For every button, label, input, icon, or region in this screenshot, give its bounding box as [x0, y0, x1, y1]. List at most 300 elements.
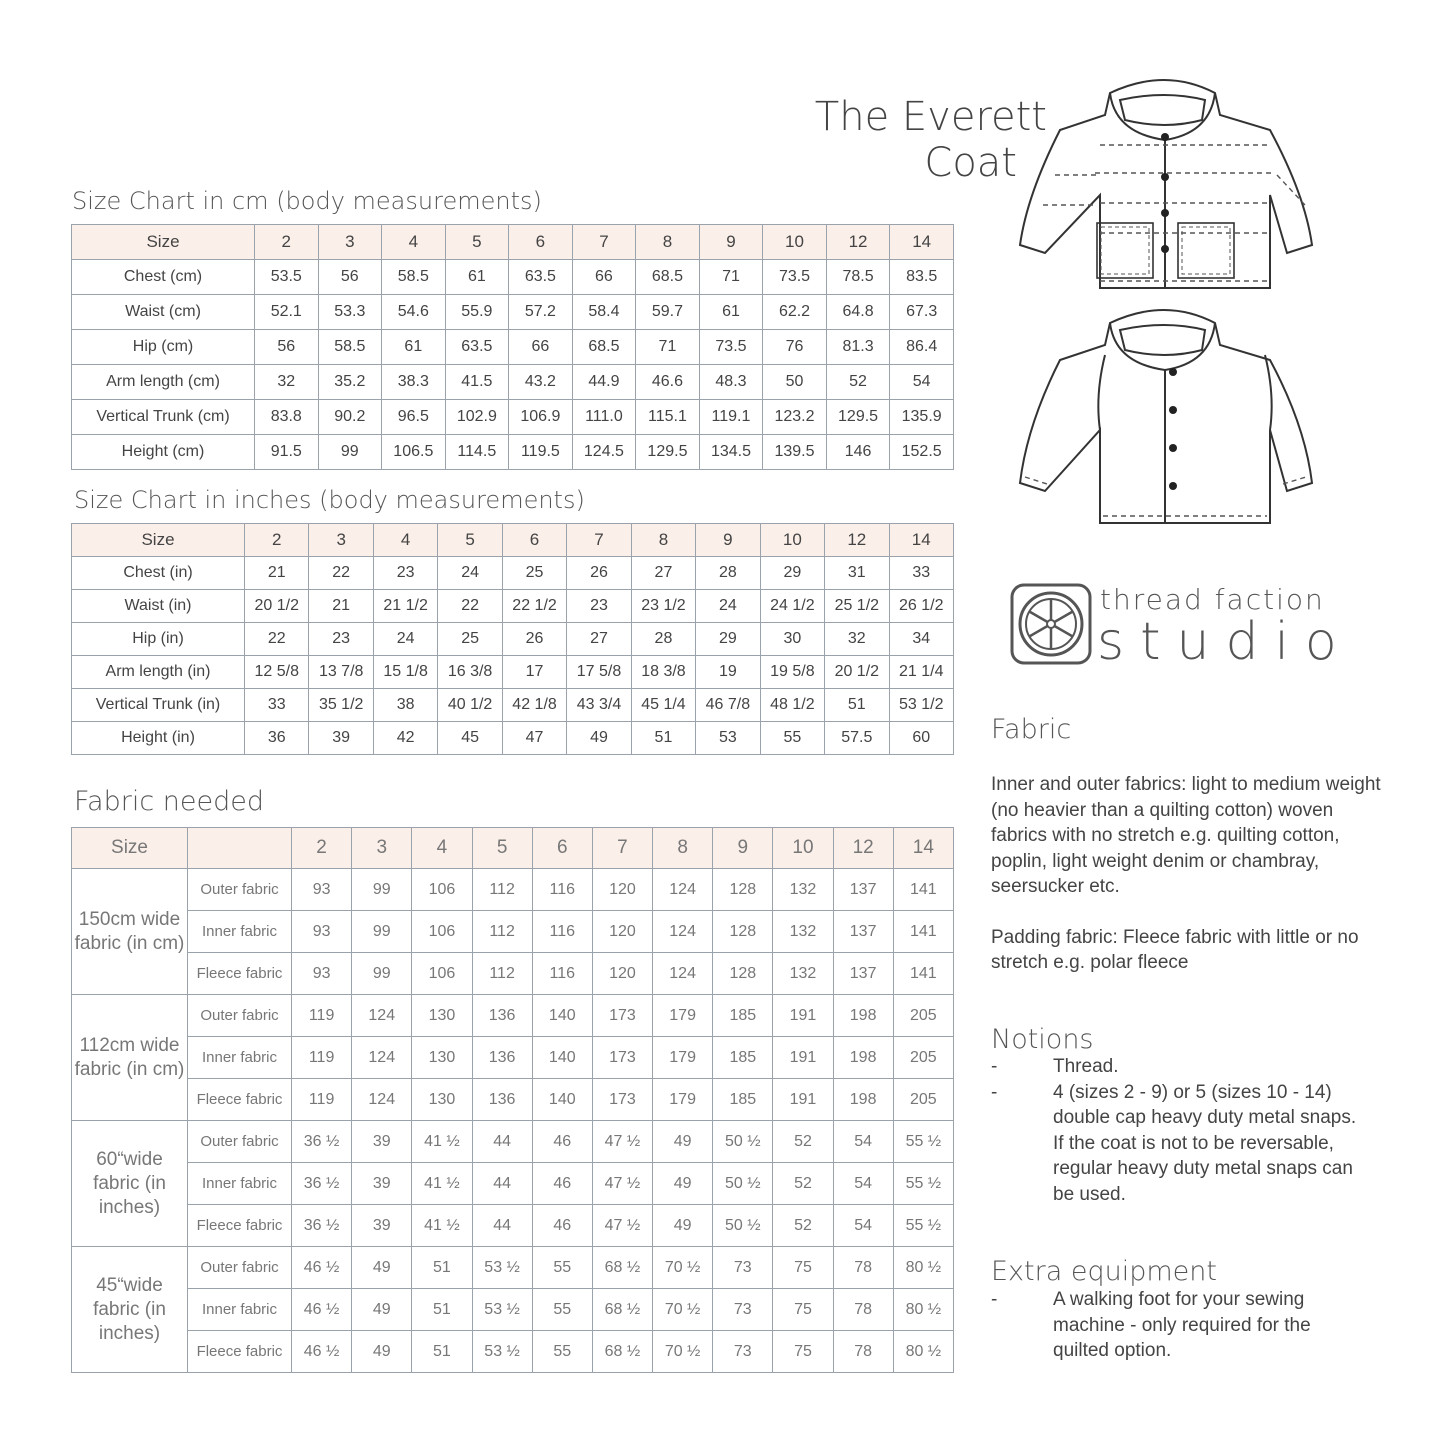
table-cell: 129.5 [826, 400, 890, 435]
header-cell: 10 [763, 225, 827, 260]
table-cell: 80 ½ [893, 1289, 953, 1331]
row-label: Waist (in) [72, 590, 245, 623]
table-cell: 26 1/2 [889, 590, 953, 623]
row-label: Arm length (in) [72, 656, 245, 689]
header-cell: 3 [352, 828, 412, 869]
table-cell: 26 [502, 623, 566, 656]
brand-line-1: thread faction [1100, 583, 1325, 616]
table-cell: 51 [412, 1331, 472, 1373]
table-cell: 46 ½ [292, 1247, 352, 1289]
table-cell: 86.4 [890, 330, 954, 365]
table-cell: 46 [532, 1163, 592, 1205]
table-cell: 46 [532, 1205, 592, 1247]
table-cell: 21 [245, 557, 309, 590]
table-cell: 48.3 [699, 365, 763, 400]
header-cell: 10 [773, 828, 833, 869]
bullet: - [991, 1289, 998, 1310]
table-cell: 93 [292, 953, 352, 995]
header-cell: 14 [890, 225, 954, 260]
table-cell: 185 [713, 1079, 773, 1121]
header-cell: 14 [893, 828, 953, 869]
table-cell: 61 [445, 260, 509, 295]
fabric-type-label: Inner fabric [188, 1037, 292, 1079]
header-cell: 5 [445, 225, 509, 260]
header-row [72, 225, 954, 260]
table-cell: 173 [592, 1079, 652, 1121]
table-cell: 205 [893, 1079, 953, 1121]
table-cell: 53 ½ [472, 1247, 532, 1289]
table-cell: 29 [696, 623, 760, 656]
table-cell: 24 [438, 557, 502, 590]
table-row [72, 1037, 954, 1079]
table-cell: 49 [352, 1247, 412, 1289]
table-row [72, 656, 954, 689]
table-cell: 52.1 [255, 295, 319, 330]
table-cell: 53 ½ [472, 1289, 532, 1331]
header-cell: 7 [572, 225, 636, 260]
row-label: Hip (cm) [72, 330, 255, 365]
table-cell: 116 [532, 911, 592, 953]
table-cell: 80 ½ [893, 1331, 953, 1373]
table-cell: 68.5 [636, 260, 700, 295]
header-cell: 7 [592, 828, 652, 869]
fabric-needed-heading: Fabric needed [74, 786, 264, 817]
table-cell: 116 [532, 869, 592, 911]
table-cell: 43.2 [509, 365, 573, 400]
table-cell: 123.2 [763, 400, 827, 435]
title-line-2: Coat [924, 140, 1017, 186]
header-cell: Size [72, 828, 188, 869]
notion-item [991, 1080, 1381, 1131]
table-cell: 39 [352, 1163, 412, 1205]
header-cell: Size [72, 524, 245, 557]
fabric-type-label: Fleece fabric [188, 1205, 292, 1247]
table-cell: 19 [696, 656, 760, 689]
table-cell: 152.5 [890, 435, 954, 470]
header-cell: 6 [509, 225, 573, 260]
fabric-type-label: Inner fabric [188, 1163, 292, 1205]
table-cell: 61 [382, 330, 446, 365]
header-cell: 2 [292, 828, 352, 869]
notions-list [991, 1054, 1381, 1207]
table-cell: 71 [636, 330, 700, 365]
table-cell: 68 ½ [592, 1289, 652, 1331]
table-cell: 136 [472, 1037, 532, 1079]
table-cell: 49 [653, 1163, 713, 1205]
table-cell: 73.5 [699, 330, 763, 365]
table-row [72, 557, 954, 590]
table-cell: 119 [292, 995, 352, 1037]
bullet: - [991, 1081, 998, 1103]
table-row [72, 1205, 954, 1247]
table-row [72, 260, 954, 295]
table-cell: 102.9 [445, 400, 509, 435]
table-cell: 28 [631, 623, 695, 656]
table-cell: 63.5 [445, 330, 509, 365]
table-cell: 185 [713, 995, 773, 1037]
table-cell: 39 [352, 1205, 412, 1247]
table-cell: 53 ½ [472, 1331, 532, 1373]
table-cell: 26 [567, 557, 631, 590]
fabric-type-label: Inner fabric [188, 911, 292, 953]
table-cell: 22 [438, 590, 502, 623]
table-cell: 67.3 [890, 295, 954, 330]
table-cell: 54 [833, 1121, 893, 1163]
table-cell: 53.5 [255, 260, 319, 295]
table-cell: 49 [352, 1331, 412, 1373]
citrus-slice-logo-icon [1010, 583, 1092, 665]
table-cell: 55 ½ [893, 1163, 953, 1205]
table-cell: 198 [833, 1079, 893, 1121]
fabric-type-label: Fleece fabric [188, 1331, 292, 1373]
table-cell: 128 [713, 869, 773, 911]
header-cell: 9 [696, 524, 760, 557]
table-cell: 23 [567, 590, 631, 623]
table-cell: 179 [653, 995, 713, 1037]
table-cell: 83.5 [890, 260, 954, 295]
table-cell: 119 [292, 1037, 352, 1079]
table-cell: 136 [472, 995, 532, 1037]
table-cell: 36 ½ [292, 1121, 352, 1163]
fabric-type-label: Fleece fabric [188, 953, 292, 995]
header-cell: 12 [833, 828, 893, 869]
table-cell: 47 [502, 722, 566, 755]
table-cell: 76 [763, 330, 827, 365]
table-cell: 44.9 [572, 365, 636, 400]
row-label: Arm length (cm) [72, 365, 255, 400]
header-cell: Size [72, 225, 255, 260]
table-cell: 41.5 [445, 365, 509, 400]
table-cell: 130 [412, 1037, 472, 1079]
table-cell: 124 [653, 911, 713, 953]
fabric-heading: Fabric [991, 714, 1072, 745]
table-cell: 93 [292, 911, 352, 953]
table-cell: 128 [713, 911, 773, 953]
table-cell: 31 [825, 557, 889, 590]
table-cell: 78 [833, 1331, 893, 1373]
table-cell: 55 ½ [893, 1205, 953, 1247]
table-cell: 42 1/8 [502, 689, 566, 722]
header-cell: 5 [472, 828, 532, 869]
table-cell: 46 [532, 1121, 592, 1163]
table-cell: 132 [773, 911, 833, 953]
table-cell: 24 [373, 623, 437, 656]
table-row [72, 911, 954, 953]
table-cell: 35 1/2 [309, 689, 373, 722]
header-cell: 12 [826, 225, 890, 260]
table-cell: 50 ½ [713, 1205, 773, 1247]
row-label: Waist (cm) [72, 295, 255, 330]
fabric-paragraph-1: Inner and outer fabrics: light to medium weight (no heavier than a quilting cotton) woven fabrics with no stretch e.g. quilting cotton, poplin, light weight denim or chambray, seersucker etc. [991, 774, 1381, 897]
table-cell: 25 1/2 [825, 590, 889, 623]
table-cell: 55.9 [445, 295, 509, 330]
quilted-jacket-illustration [1015, 75, 1315, 295]
table-cell: 112 [472, 953, 532, 995]
table-cell: 55 [532, 1331, 592, 1373]
table-cell: 35.2 [318, 365, 382, 400]
table-cell: 70 ½ [653, 1289, 713, 1331]
table-cell: 44 [472, 1205, 532, 1247]
table-cell: 99 [318, 435, 382, 470]
table-cell: 134.5 [699, 435, 763, 470]
table-cell: 111.0 [572, 400, 636, 435]
header-cell: 8 [636, 225, 700, 260]
table-cell: 114.5 [445, 435, 509, 470]
table-cell: 44 [472, 1163, 532, 1205]
table-cell: 52 [773, 1121, 833, 1163]
table-cell: 38.3 [382, 365, 446, 400]
fabric-group-label: 45“wide fabric (in inches) [72, 1247, 188, 1373]
fabric-type-label: Inner fabric [188, 1289, 292, 1331]
table-cell: 41 ½ [412, 1205, 472, 1247]
table-cell: 13 7/8 [309, 656, 373, 689]
table-cell: 179 [653, 1037, 713, 1079]
table-cell: 66 [509, 330, 573, 365]
table-cell: 137 [833, 911, 893, 953]
table-cell: 137 [833, 953, 893, 995]
table-cell: 46 ½ [292, 1331, 352, 1373]
table-cell: 120 [592, 869, 652, 911]
table-row [72, 330, 954, 365]
table-cell: 139.5 [763, 435, 827, 470]
table-cell: 96.5 [382, 400, 446, 435]
row-label: Vertical Trunk (in) [72, 689, 245, 722]
table-cell: 56 [255, 330, 319, 365]
table-cell: 49 [653, 1205, 713, 1247]
table-cell: 115.1 [636, 400, 700, 435]
table-cell: 23 [373, 557, 437, 590]
table-cell: 39 [352, 1121, 412, 1163]
table-cell: 25 [438, 623, 502, 656]
table-cell: 24 1/2 [760, 590, 824, 623]
table-cell: 21 1/2 [373, 590, 437, 623]
table-cell: 191 [773, 1079, 833, 1121]
fabric-type-label: Outer fabric [188, 1247, 292, 1289]
table-cell: 112 [472, 869, 532, 911]
table-cell: 29 [760, 557, 824, 590]
table-cell: 53 [696, 722, 760, 755]
table-cell: 54 [833, 1205, 893, 1247]
table-row [72, 1247, 954, 1289]
table-cell: 78 [833, 1289, 893, 1331]
header-cell: 3 [318, 225, 382, 260]
table-row [72, 435, 954, 470]
table-cell: 52 [773, 1163, 833, 1205]
size-chart-inches [71, 523, 954, 755]
in-chart-heading: Size Chart in inches (body measurements) [74, 486, 585, 514]
table-cell: 68 ½ [592, 1247, 652, 1289]
row-label: Chest (cm) [72, 260, 255, 295]
table-row [72, 689, 954, 722]
table-cell: 36 ½ [292, 1205, 352, 1247]
table-cell: 120 [592, 953, 652, 995]
table-cell: 124 [653, 869, 713, 911]
header-cell: 12 [825, 524, 889, 557]
table-cell: 24 [696, 590, 760, 623]
table-cell: 137 [833, 869, 893, 911]
row-label: Chest (in) [72, 557, 245, 590]
table-cell: 18 3/8 [631, 656, 695, 689]
table-cell: 75 [773, 1247, 833, 1289]
equipment-item [991, 1287, 1381, 1364]
fabric-group-label: 60“wide fabric (in inches) [72, 1121, 188, 1247]
header-cell: 6 [532, 828, 592, 869]
table-cell: 116 [532, 953, 592, 995]
table-cell: 173 [592, 995, 652, 1037]
table-cell: 173 [592, 1037, 652, 1079]
table-cell: 46 7/8 [696, 689, 760, 722]
table-cell: 16 3/8 [438, 656, 502, 689]
table-cell: 136 [472, 1079, 532, 1121]
table-cell: 68.5 [572, 330, 636, 365]
table-cell: 36 ½ [292, 1163, 352, 1205]
table-cell: 146 [826, 435, 890, 470]
table-cell: 60 [889, 722, 953, 755]
fabric-type-label: Outer fabric [188, 1121, 292, 1163]
table-cell: 44 [472, 1121, 532, 1163]
table-cell: 58.5 [382, 260, 446, 295]
table-cell: 141 [893, 911, 953, 953]
notion-item [991, 1054, 1381, 1080]
table-cell: 128 [713, 953, 773, 995]
table-cell: 57.2 [509, 295, 573, 330]
table-cell: 47 ½ [592, 1121, 652, 1163]
fabric-group-label: 150cm wide fabric (in cm) [72, 869, 188, 995]
table-cell: 23 [309, 623, 373, 656]
header-cell: 4 [412, 828, 472, 869]
table-cell: 49 [567, 722, 631, 755]
table-cell: 48 1/2 [760, 689, 824, 722]
table-cell: 99 [352, 911, 412, 953]
fabric-group-label: 112cm wide fabric (in cm) [72, 995, 188, 1121]
table-cell: 52 [773, 1205, 833, 1247]
table-cell: 191 [773, 1037, 833, 1079]
table-cell: 55 [760, 722, 824, 755]
table-cell: 33 [245, 689, 309, 722]
size-chart-cm [71, 224, 954, 470]
table-cell: 51 [825, 689, 889, 722]
notions-heading: Notions [991, 1024, 1094, 1055]
notion-note-text: If the coat is not to be reversable, regular heavy duty metal snaps can be used. [1053, 1132, 1353, 1205]
header-cell: 14 [889, 524, 953, 557]
table-cell: 21 1/4 [889, 656, 953, 689]
notion-text: Thread. [1053, 1056, 1119, 1077]
table-cell: 198 [833, 1037, 893, 1079]
table-cell: 41 ½ [412, 1121, 472, 1163]
header-cell: 5 [438, 524, 502, 557]
table-cell: 93 [292, 869, 352, 911]
fabric-type-label: Fleece fabric [188, 1079, 292, 1121]
table-cell: 81.3 [826, 330, 890, 365]
table-cell: 45 [438, 722, 502, 755]
table-row [72, 869, 954, 911]
table-cell: 12 5/8 [245, 656, 309, 689]
table-cell: 54 [833, 1163, 893, 1205]
header-cell: 2 [245, 524, 309, 557]
table-cell: 33 [889, 557, 953, 590]
table-cell: 99 [352, 869, 412, 911]
table-cell: 70 ½ [653, 1331, 713, 1373]
table-cell: 83.8 [255, 400, 319, 435]
table-cell: 51 [631, 722, 695, 755]
cm-chart-heading: Size Chart in cm (body measurements) [72, 187, 542, 215]
table-cell: 119 [292, 1079, 352, 1121]
header-cell: 10 [760, 524, 824, 557]
table-cell: 54 [890, 365, 954, 400]
table-row [72, 1079, 954, 1121]
table-cell: 27 [631, 557, 695, 590]
table-cell: 20 1/2 [825, 656, 889, 689]
equipment-heading: Extra equipment [991, 1256, 1217, 1287]
table-cell: 34 [889, 623, 953, 656]
table-cell: 106 [412, 911, 472, 953]
notion-note [991, 1131, 1381, 1208]
fabric-description [991, 772, 1381, 976]
header-cell: 4 [382, 225, 446, 260]
table-cell: 132 [773, 869, 833, 911]
table-row [72, 722, 954, 755]
table-cell: 198 [833, 995, 893, 1037]
table-cell: 50 [763, 365, 827, 400]
header-cell: 9 [699, 225, 763, 260]
table-row [72, 1331, 954, 1373]
table-cell: 106 [412, 869, 472, 911]
fabric-type-label: Outer fabric [188, 995, 292, 1037]
header-cell: 6 [502, 524, 566, 557]
table-row [72, 400, 954, 435]
table-cell: 39 [309, 722, 373, 755]
table-cell: 19 5/8 [760, 656, 824, 689]
fabric-type-label: Outer fabric [188, 869, 292, 911]
table-cell: 58.5 [318, 330, 382, 365]
header-cell: 7 [567, 524, 631, 557]
header-cell: 2 [255, 225, 319, 260]
table-cell: 25 [502, 557, 566, 590]
table-cell: 59.7 [636, 295, 700, 330]
table-cell: 90.2 [318, 400, 382, 435]
row-label: Vertical Trunk (cm) [72, 400, 255, 435]
row-label: Height (in) [72, 722, 245, 755]
table-cell: 57.5 [825, 722, 889, 755]
table-cell: 30 [760, 623, 824, 656]
table-cell: 50 ½ [713, 1163, 773, 1205]
fabric-paragraph-2: Padding fabric: Fleece fabric with little or no stretch e.g. polar fleece [991, 926, 1359, 973]
equipment-list [991, 1287, 1381, 1364]
table-cell: 38 [373, 689, 437, 722]
table-cell: 42 [373, 722, 437, 755]
brand-line-2: studio [1097, 612, 1353, 672]
table-cell: 73.5 [763, 260, 827, 295]
table-row [72, 1163, 954, 1205]
table-cell: 47 ½ [592, 1205, 652, 1247]
title-line-1: The Everett [814, 94, 1047, 140]
table-cell: 124 [352, 1037, 412, 1079]
table-cell: 62.2 [763, 295, 827, 330]
table-cell: 185 [713, 1037, 773, 1079]
table-cell: 22 [309, 557, 373, 590]
table-cell: 28 [696, 557, 760, 590]
table-cell: 43 3/4 [567, 689, 631, 722]
table-cell: 112 [472, 911, 532, 953]
table-cell: 191 [773, 995, 833, 1037]
table-cell: 140 [532, 1079, 592, 1121]
table-cell: 106.9 [509, 400, 573, 435]
table-cell: 53 1/2 [889, 689, 953, 722]
table-cell: 41 ½ [412, 1163, 472, 1205]
table-row [72, 590, 954, 623]
table-cell: 135.9 [890, 400, 954, 435]
table-cell: 140 [532, 995, 592, 1037]
